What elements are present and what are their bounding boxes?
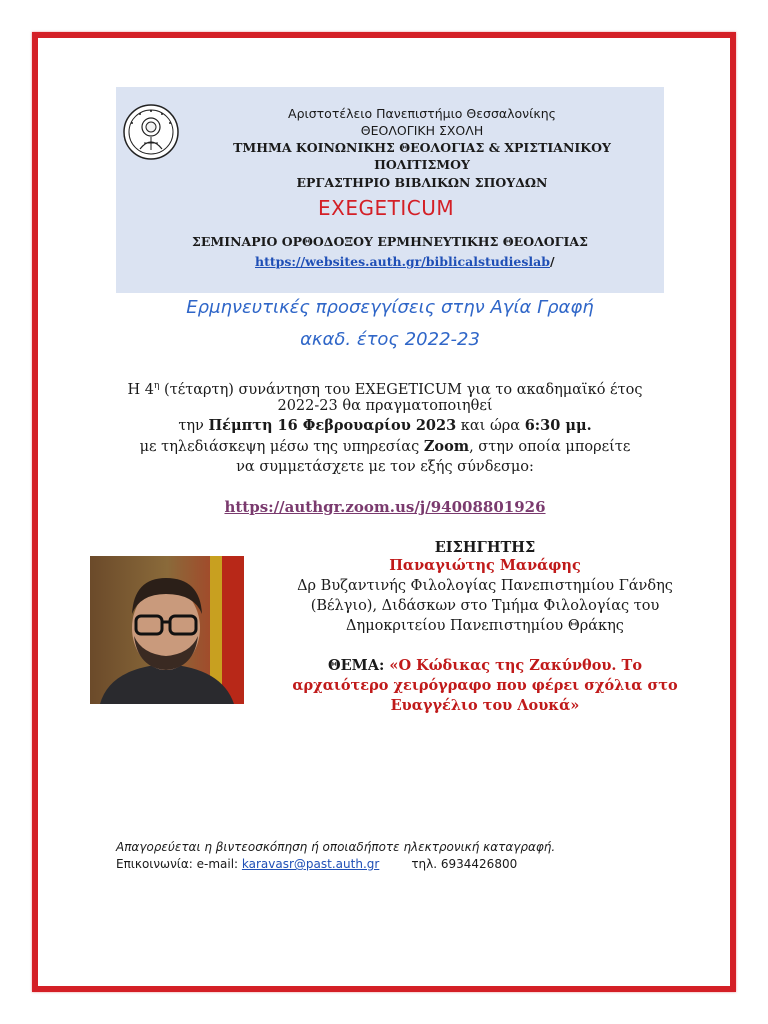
zoom-link-line — [100, 498, 670, 516]
contact-email-link[interactable]: karavasr@past.auth.gr — [241, 857, 380, 871]
topic-label: ΘΕΜΑ: — [327, 657, 385, 674]
department-line-2: ΠΟΛΙΤΙΣΜΟΥ — [374, 157, 470, 172]
announcement-line-2: 2022-23 θα πραγματοποιηθεί — [277, 398, 493, 414]
website-suffix: / — [549, 254, 555, 269]
lecture-topic: ΘΕΜΑ: «Ο Κώδικας της Ζακύνθου. Το αρχαιότερο χειρόγραφο που φέρει σχόλια στο Ευαγγέλιο του Λουκά» — [292, 657, 678, 714]
speaker-photo — [90, 556, 244, 704]
announcement-line-1: Η $4^\eta$ (τέταρτη) συνάντηση του EXEGETICUM για το ακαδημαϊκό έτος — [127, 381, 643, 398]
school-name: ΘΕΟΛΟΓΙΚΗ ΣΧΟΛΗ — [360, 123, 484, 138]
announcement-line-5: να συμμετάσχετε με τον εξής σύνδεσμο: — [236, 459, 534, 475]
university-name: Αριστοτέλειο Πανεπιστήμιο Θεσσαλονίκης — [288, 106, 556, 121]
event-time: 6:30 μμ. — [524, 417, 592, 434]
speaker-description: Δρ Βυζαντινής Φιλολογίας Πανεπιστημίου Γάνδης (Βέλγιο), Διδάσκων στο Τμήμα Φιλολογίας του Δημοκριτείου Πανεπιστημίου Θράκης — [297, 578, 673, 634]
event-date: Πέμπτη 16 Φεβρουαρίου 2023 — [208, 417, 457, 434]
zoom-service: Zoom — [423, 438, 470, 455]
lab-name: ΕΡΓΑΣΤΗΡΙΟ ΒΙΒΛΙΚΩΝ ΣΠΟΥΔΩΝ — [296, 175, 548, 190]
speaker-label: ΕΙΣΗΓΗΤΗΣ — [434, 539, 536, 556]
contact-line: Επικοινωνία: e-mail: karavasr@past.auth.gr τηλ. 6934426800 — [116, 857, 518, 871]
recording-notice: Απαγορεύεται η βιντεοσκόπηση ή οποιαδήποτε ηλεκτρονική καταγραφή. — [116, 840, 556, 854]
academic-year: ακαδ. έτος 2022-23 — [300, 329, 480, 350]
exegeticum-logo-text: EXEGETICUM — [318, 196, 455, 220]
announcement-line-3: την Πέμπτη 16 Φεβρουαρίου 2023 και ώρα 6:30 μμ. — [178, 417, 592, 434]
series-title: Ερμηνευτικές προσεγγίσεις στην Αγία Γραφή — [186, 297, 594, 318]
speaker-name: Παναγιώτης Μανάφης — [389, 557, 581, 574]
contact-phone: τηλ. 6934426800 — [411, 857, 518, 871]
department-line-1: ΤΜΗΜΑ ΚΟΙΝΩΝΙΚΗΣ ΘΕΟΛΟΓΙΑΣ & ΧΡΙΣΤΙΑΝΙΚΟΥ — [233, 140, 611, 155]
announcement-line-4: με τηλεδιάσκεψη μέσω της υπηρεσίας Zoom, στην οποία μπορείτε — [139, 438, 631, 455]
university-seal-icon — [122, 103, 180, 161]
seminar-title: ΣΕΜΙΝΑΡΙΟ ΟΡΘΟΔΟΞΟΥ ΕΡΜΗΝΕΥΤΙΚΗΣ ΘΕΟΛΟΓΙΑΣ — [192, 234, 588, 249]
website-line — [255, 254, 555, 269]
website-link[interactable]: https://websites.auth.gr/biblicalstudieslab — [255, 254, 550, 269]
zoom-link[interactable]: https://authgr.zoom.us/j/94008801926 — [224, 498, 546, 516]
